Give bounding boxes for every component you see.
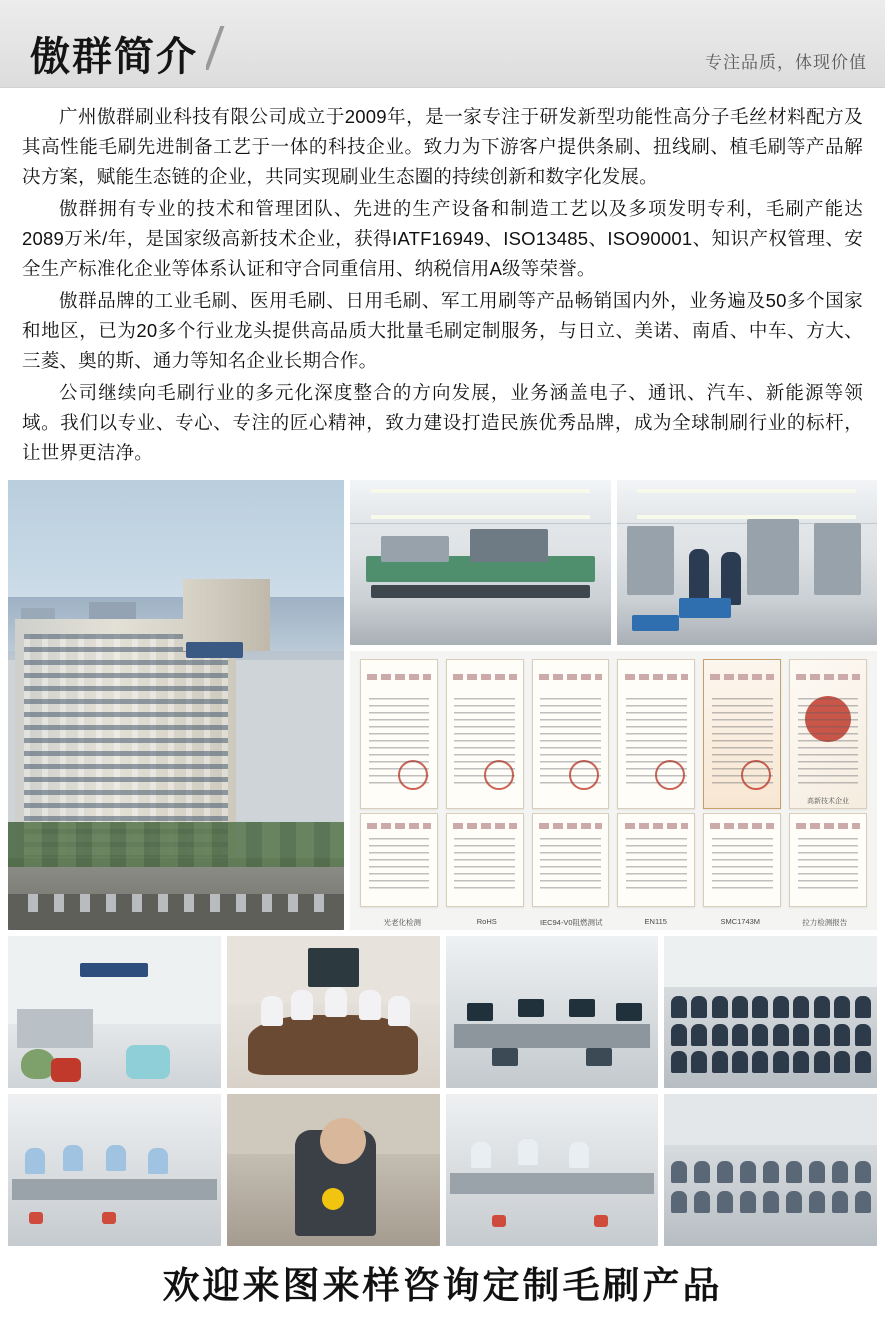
certificate-item xyxy=(360,659,438,809)
page-header xyxy=(0,0,885,88)
production-line-photo-1 xyxy=(8,1094,221,1246)
intro-paragraph-1: 广州傲群刷业科技有限公司成立于2009年，是一家专注于研发新型功能性高分子毛丝材料配方及其高性能毛刷先进制备工艺于一体的科技企业。致力为下游客户提供条刷、扭线刷、植毛刷等产品解决方案，赋能生态链的企业，共同实现刷业生态圈的持续创新和数字化发展。 xyxy=(22,106,863,187)
production-line-photo-2 xyxy=(446,1094,659,1246)
certificate-caption: SMC1743M xyxy=(720,916,761,926)
header-title-group xyxy=(30,26,232,77)
certificate-caption: RoHS xyxy=(476,916,497,926)
page-footer xyxy=(0,1246,885,1318)
office-workstations-photo xyxy=(446,936,659,1088)
workshop-machines-photo xyxy=(617,480,878,645)
gallery-row-1-top xyxy=(350,480,877,645)
intro-paragraph-3: 傲群品牌的工业毛刷、医用毛刷、日用毛刷、军工用刷等产品畅销国内外，业务遍及50多个国家和地区，已为20多个行业龙头提供高品质大批量毛刷定制服务，与日立、美诺、南盾、中车、方大、三菱、奥的斯、通力等知名企业长期合作。 xyxy=(22,289,863,371)
certificate-item xyxy=(703,659,781,809)
diagonal-slash-icon xyxy=(206,26,232,70)
high-tech-badge-icon xyxy=(805,696,851,742)
test-report-item xyxy=(789,813,867,908)
gallery-right-column xyxy=(350,480,877,930)
certificate-captions xyxy=(360,917,867,928)
photo-gallery xyxy=(0,480,885,1246)
high-tech-label: 高新技术企业 xyxy=(807,797,850,805)
certificate-item xyxy=(446,659,524,809)
footer-slogan: 欢迎来图来样咨询定制毛刷产品 xyxy=(162,1264,723,1306)
gallery-row-3 xyxy=(8,1094,877,1246)
lobby-sign xyxy=(80,963,148,977)
meeting-room-photo xyxy=(227,936,440,1088)
worker-portrait-photo xyxy=(227,1094,440,1246)
certificate-item xyxy=(617,659,695,809)
certificate-caption: 光老化检测 xyxy=(383,917,421,927)
high-tech-enterprise-certificate xyxy=(789,659,867,809)
building-sign xyxy=(186,642,243,658)
intro-paragraph-4: 公司继续向毛刷行业的多元化深度整合的方向发展，业务涵盖电子、通讯、汽车、新能源等领域。我们以专业、专心、专注的匠心精神，致力建设打造民族优秀品牌，成为全球制刷行业的标杆，让世界更洁净。 xyxy=(22,381,863,463)
certificate-item xyxy=(532,659,610,809)
certificates-wall-photo xyxy=(350,651,877,930)
gallery-row-1 xyxy=(8,480,877,930)
office-lobby-photo xyxy=(8,936,221,1088)
test-report-item xyxy=(360,813,438,908)
intro-paragraph-2: 傲群拥有专业的技术和管理团队、先进的生产设备和制造工艺以及多项发明专利，毛刷产能达2089万米/年，是国家级高新技术企业，获得IATF16949、ISO13485、ISO90001、知识产权管理、安全生产标准化企业等体系认证和守合同重信用、纳税信用A级等荣誉。 xyxy=(22,197,863,279)
test-report-item xyxy=(617,813,695,908)
team-group-photo-2 xyxy=(664,1094,877,1246)
company-building-photo xyxy=(8,480,344,930)
team-group-photo-1 xyxy=(664,936,877,1088)
certificate-caption: IEC94-V0阻燃测试 xyxy=(539,917,603,927)
certificate-caption: 拉力检测报告 xyxy=(802,917,848,927)
gallery-row-2 xyxy=(8,936,877,1088)
page-title: 傲群简介 xyxy=(30,35,198,79)
certificate-caption: EN115 xyxy=(644,916,667,926)
header-subtitle: 专注品质，体现价值 xyxy=(705,53,867,72)
test-report-item xyxy=(446,813,524,908)
test-report-item xyxy=(703,813,781,908)
company-intro xyxy=(0,88,885,480)
workshop-assembly-photo xyxy=(350,480,611,645)
test-report-item xyxy=(532,813,610,908)
